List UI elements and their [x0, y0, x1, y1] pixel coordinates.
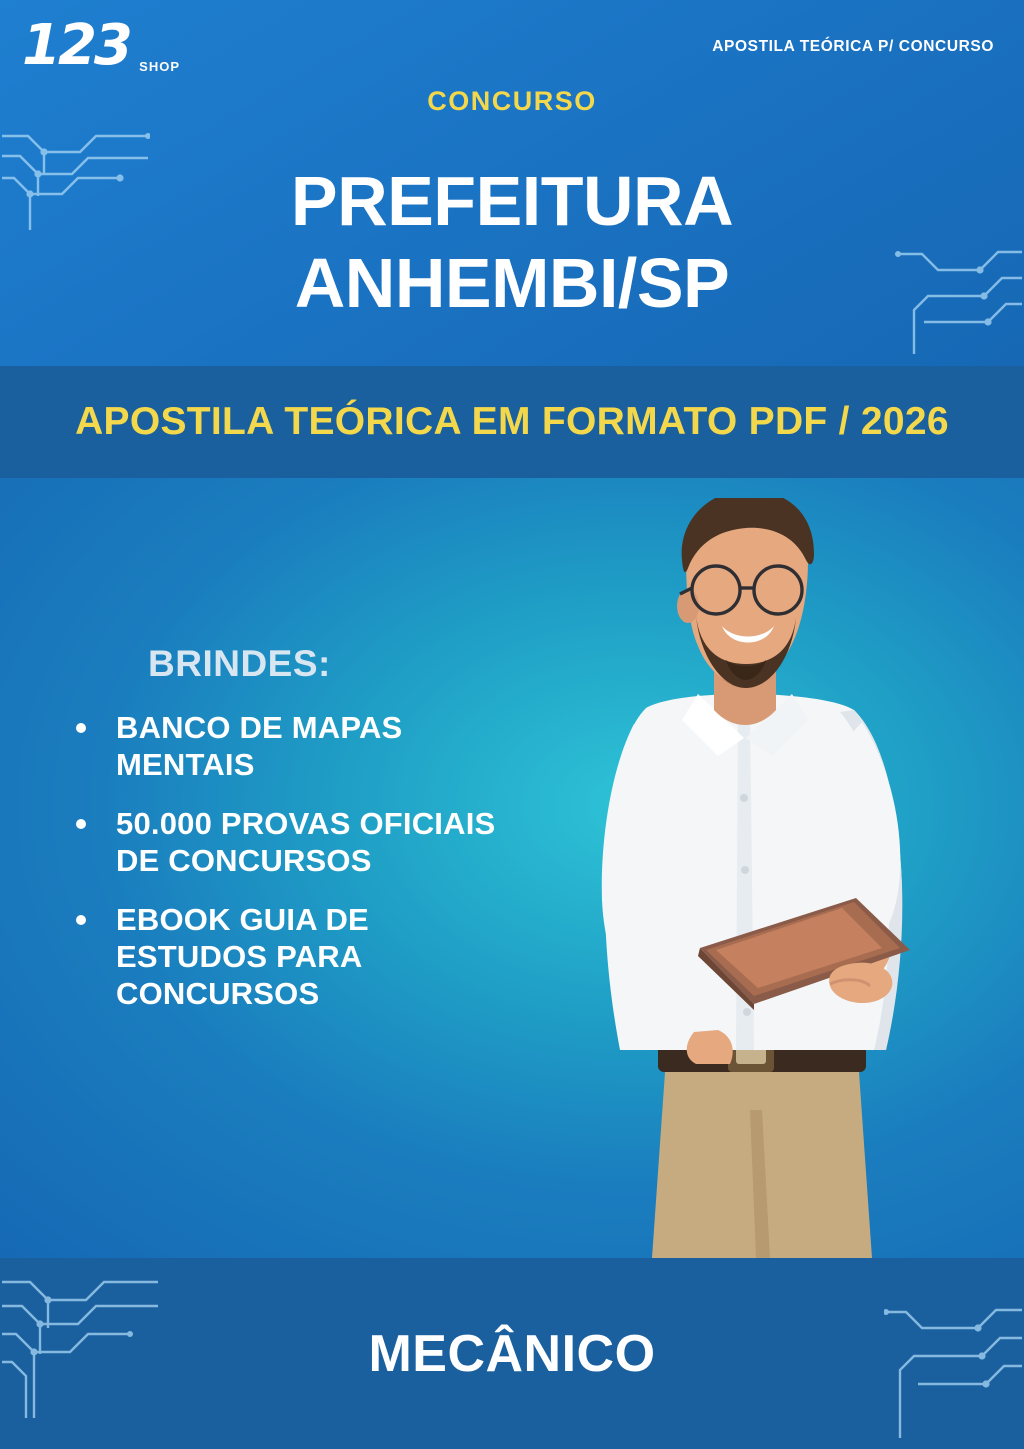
- top-right-label: APOSTILA TEÓRICA P/ CONCURSO: [712, 38, 994, 55]
- list-item: 50.000 PROVAS OFICIAIS DE CONCURSOS: [70, 805, 510, 879]
- 123shop-logo: [22, 13, 182, 80]
- footer-section: [0, 1258, 1024, 1449]
- brindes-title: BRINDES:: [148, 643, 331, 684]
- kicker-label: CONCURSO: [427, 86, 597, 116]
- role-title: MECÂNICO: [368, 1324, 656, 1383]
- format-band-text: APOSTILA TEÓRICA EM FORMATO PDF / 2026: [75, 400, 949, 443]
- page-title-line-2: ANHEMBI/SP: [294, 244, 730, 322]
- circuit-decoration-icon: [0, 126, 150, 236]
- person-photo: [470, 498, 990, 1258]
- list-item: BANCO DE MAPAS MENTAIS: [70, 709, 510, 783]
- logo-suffix: SHOP: [139, 59, 180, 74]
- circuit-decoration-icon: [0, 1258, 160, 1423]
- page-title-line-1: PREFEITURA: [290, 162, 734, 240]
- format-band: [0, 366, 1024, 478]
- page-title: [0, 160, 1024, 324]
- brindes-list: [70, 709, 510, 1012]
- header-section: [0, 0, 1024, 366]
- list-item: EBOOK GUIA DE ESTUDOS PARA CONCURSOS: [70, 901, 510, 1012]
- brindes-block: [70, 643, 510, 1034]
- circuit-decoration-icon: [884, 1292, 1024, 1442]
- content-section: [0, 478, 1024, 1258]
- logo-text: 123: [22, 13, 130, 78]
- circuit-decoration-icon: [894, 238, 1024, 358]
